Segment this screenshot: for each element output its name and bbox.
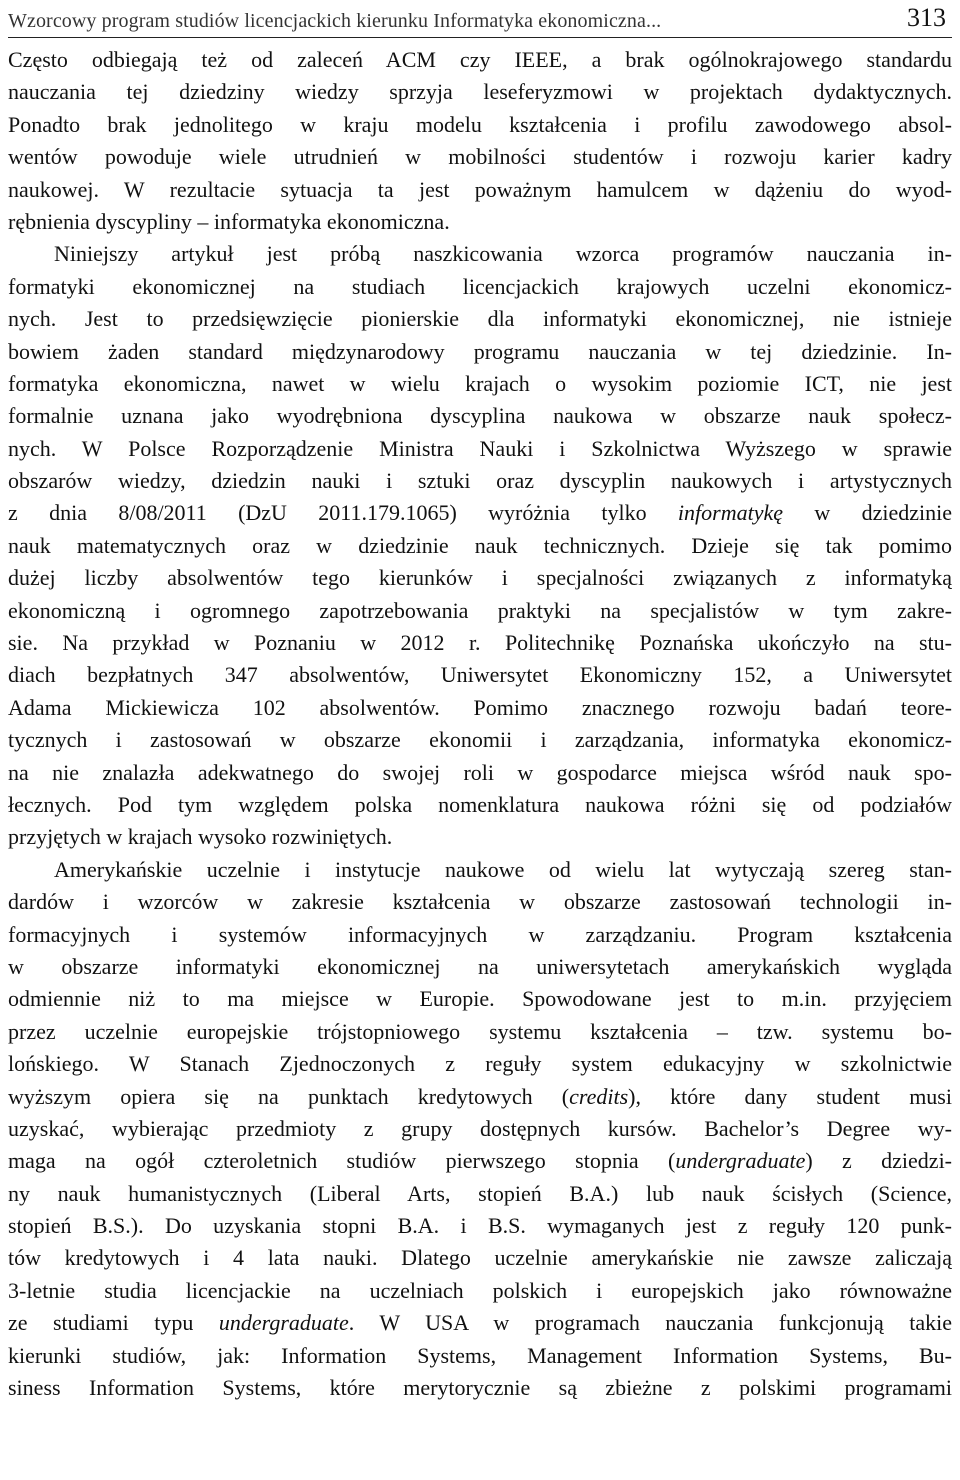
text-segment: przez uczelnie europejskie trójstopniowego systemu kształcenia – tzw. systemu bo- [8, 1018, 952, 1044]
text-line [8, 562, 952, 594]
text-segment: naukowej. W rezultacie sytuacja ta jest poważnym hamulcem w dążeniu do wyod- [8, 176, 952, 202]
text-segment: Niniejszy artykuł jest próbą naszkicowania wzorca programów nauczania in- [54, 241, 952, 267]
text-line [8, 886, 952, 918]
text-segment: wentów powoduje wiele utrudnień w mobilności studentów i rozwoju karier kadry [8, 144, 952, 170]
text-segment: nauczania tej dziedziny wiedzy sprzyja leseferyzmowi w projektach dydaktycznych. [8, 79, 952, 105]
text-segment: na nie znalazła adekwatnego do swojej roli w gospodarce miejsca wśród nauk spo- [8, 759, 952, 785]
text-segment: Adama Mickiewicza 102 absolwentów. Pomimo znacznego rozwoju badań teore- [8, 694, 952, 720]
text-segment: ze studiami typu [8, 1310, 219, 1336]
text-line [8, 238, 952, 270]
text-line [8, 400, 952, 432]
text-line [8, 465, 952, 497]
text-line [8, 433, 952, 465]
text-line [8, 206, 952, 238]
text-line [8, 1081, 952, 1113]
text-segment: z dnia 8/08/2011 (DzU 2011.179.1065) wyróżnia tylko [8, 500, 678, 526]
text-segment: uzyskać, wybierając przedmioty z grupy dostępnych kursów. Bachelor’s Degree wy- [8, 1115, 952, 1141]
italic-term: credits [569, 1083, 629, 1109]
page-number: 313 [907, 3, 946, 32]
text-line [8, 951, 952, 983]
text-line [8, 1242, 952, 1274]
text-segment: 3-letnie studia licencjackie na uczelniach polskich i europejskich jako równoważne [8, 1277, 952, 1303]
text-segment: nauk matematycznych oraz w dziedzinie nauk technicznych. Dzieje się tak pomimo [8, 532, 952, 558]
text-line [8, 271, 952, 303]
text-segment: formacyjnych i systemów informacyjnych w zarządzaniu. Program kształcenia [8, 921, 952, 947]
text-segment: tów kredytowych i 4 lata nauki. Dlatego uczelnie amerykańskie nie zawsze zaliczają [8, 1245, 952, 1271]
text-line [8, 1113, 952, 1145]
text-segment: nych. Jest to przedsięwzięcie pionierskie dla informatyki ekonomicznej, nie istnieje [8, 306, 952, 332]
text-segment: wyższym opiera się na punktach kredytowych ( [8, 1083, 570, 1109]
running-header [8, 0, 952, 38]
text-line [8, 724, 952, 756]
text-line [8, 109, 952, 141]
text-segment: ekonomiczną i ogromnego zapotrzebowania praktyki na specjalistów w tym zakre- [8, 597, 952, 623]
text-segment: nych. W Polsce Rozporządzenie Ministra Nauki i Szkolnictwa Wyższego w sprawie [8, 435, 952, 461]
italic-term: undergraduate [675, 1148, 806, 1174]
text-line [8, 919, 952, 951]
text-line [8, 368, 952, 400]
text-segment: Ponadto brak jednolitego w kraju modelu kształcenia i profilu zawodowego absol- [8, 111, 952, 137]
body-text [8, 44, 952, 1404]
text-segment: przyjętych w krajach wysoko rozwiniętych. [8, 824, 393, 850]
text-line [8, 76, 952, 108]
text-segment: w dziedzinie [783, 500, 952, 526]
text-segment: łecznych. Pod tym względem polska nomenklatura naukowa różni się od podziałów [8, 791, 952, 817]
italic-term: informatykę [677, 500, 784, 526]
text-line [8, 595, 952, 627]
text-line [8, 692, 952, 724]
text-line [8, 303, 952, 335]
text-segment: ), które dany student musi [628, 1083, 952, 1109]
text-segment: obszarów wiedzy, dziedzin nauki i sztuki oraz dyscyplin naukowych i artystycznych [8, 468, 952, 494]
text-segment: lońskiego. W Stanach Zjednoczonych z reguły system edukacyjny w szkolnictwie [8, 1051, 952, 1077]
text-segment: bowiem żaden standard międzynarodowy programu nauczania w tej dziedzinie. In- [8, 338, 952, 364]
text-line [8, 1048, 952, 1080]
text-segment: maga na ogół czteroletnich studiów pierwszego stopnia ( [8, 1148, 676, 1174]
text-line [8, 1210, 952, 1242]
running-title: Wzorcowy program studiów licencjackich kierunku Informatyka ekonomiczna... [8, 10, 662, 32]
text-segment: siness Information Systems, które merytorycznie są zbieżne z polskimi programami [8, 1375, 952, 1401]
text-segment: w obszarze informatyki ekonomicznej na uniwersytetach amerykańskich wygląda [8, 953, 952, 979]
text-line [8, 1178, 952, 1210]
text-line [8, 983, 952, 1015]
text-line [8, 659, 952, 691]
text-line [8, 789, 952, 821]
text-line [8, 627, 952, 659]
text-line [8, 757, 952, 789]
text-line [8, 1016, 952, 1048]
text-segment: formalnie uznana jako wyodrębniona dyscyplina naukowa w obszarze nauk społecz- [8, 403, 952, 429]
text-segment: ) z dziedzi- [805, 1148, 952, 1174]
text-line [8, 821, 952, 853]
italic-term: undergraduate [218, 1310, 349, 1336]
text-segment: tycznych i zastosowań w obszarze ekonomii i zarządzania, informatyka ekonomicz- [8, 727, 952, 753]
text-segment: rębnienia dyscypliny – informatyka ekonomiczna. [8, 208, 450, 234]
text-line [8, 1145, 952, 1177]
text-segment: Często odbiegają też od zaleceń ACM czy IEEE, a brak ogólnokrajowego standardu [8, 47, 952, 72]
text-segment: formatyka ekonomiczna, nawet w wielu krajach o wysokim poziomie ICT, nie jest [8, 370, 952, 396]
text-line [8, 530, 952, 562]
text-line [8, 336, 952, 368]
text-line [8, 1275, 952, 1307]
text-line [8, 1307, 952, 1339]
text-segment: diach bezpłatnych 347 absolwentów, Uniwersytet Ekonomiczny 152, a Uniwersytet [8, 662, 952, 688]
text-line [8, 1372, 952, 1404]
text-segment: dużej liczby absolwentów tego kierunków i specjalności związanych z informatyką [8, 565, 952, 591]
text-line [8, 854, 952, 886]
text-line [8, 44, 952, 76]
text-line [8, 1340, 952, 1372]
text-line [8, 141, 952, 173]
text-segment: . W USA w programach nauczania funkcjonują takie [348, 1310, 952, 1336]
text-segment: formatyki ekonomicznej na studiach licencjackich krajowych uczelni ekonomicz- [8, 273, 952, 299]
text-segment: stopień B.S.). Do uzyskania stopni B.A. i B.S. wymaganych jest z reguły 120 punk- [8, 1213, 952, 1239]
text-segment: odmiennie niż to ma miejsce w Europie. Spowodowane jest to m.in. przyjęciem [8, 986, 952, 1012]
text-segment: dardów i wzorców w zakresie kształcenia w obszarze zastosowań technologii in- [8, 889, 952, 915]
text-segment: ny nauk humanistycznych (Liberal Arts, stopień B.A.) lub nauk ścisłych (Science, [8, 1180, 952, 1206]
text-line [8, 174, 952, 206]
text-segment: Amerykańskie uczelnie i instytucje naukowe od wielu lat wytyczają szereg stan- [54, 856, 952, 882]
text-segment: sie. Na przykład w Poznaniu w 2012 r. Politechnikę Poznańska ukończyło na stu- [8, 630, 952, 656]
text-line [8, 497, 952, 529]
text-segment: kierunki studiów, jak: Information Systems, Management Information Systems, Bu- [8, 1342, 952, 1368]
